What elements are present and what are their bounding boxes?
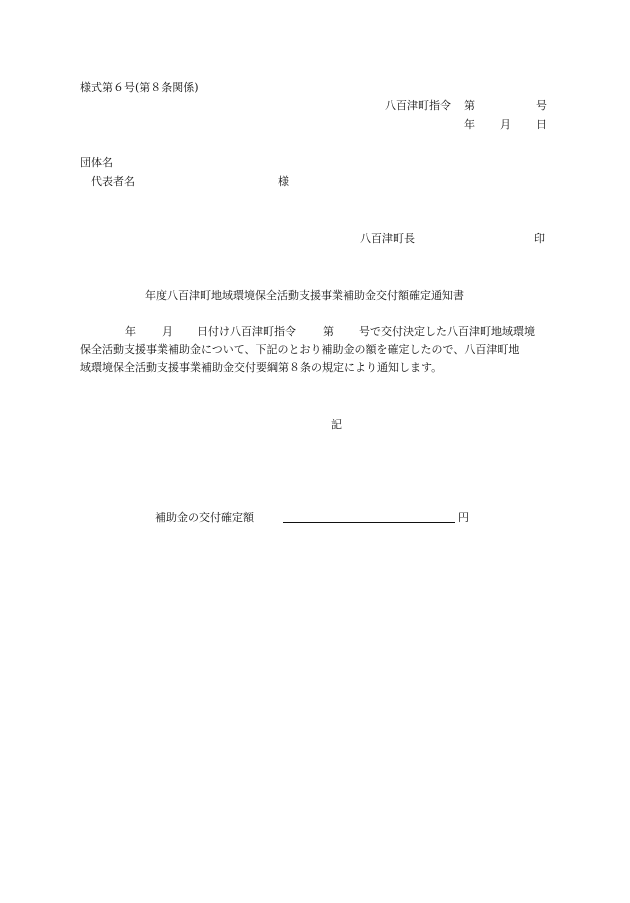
date-day: 日 <box>536 118 547 131</box>
recipient-org-label: 団体名 <box>80 156 113 169</box>
recipient-rep-label: 代表者名 <box>91 175 135 188</box>
body-line1-year: 年 <box>125 325 136 338</box>
ki-heading: 記 <box>331 418 342 431</box>
issuer-org: 八百津町指令 <box>385 99 451 112</box>
amount-label: 補助金の交付確定額 <box>155 511 254 524</box>
date-year: 年 <box>464 118 475 131</box>
recipient-honorific: 様 <box>278 175 289 188</box>
document-title: 年度八百津町地域環境保全活動支援事業補助金交付額確定通知書 <box>145 289 464 302</box>
body-line1-dai: 第 <box>323 325 334 338</box>
amount-blank-line <box>283 522 455 523</box>
form-label: 様式第６号(第８条関係) <box>80 81 199 94</box>
date-month: 月 <box>500 118 511 131</box>
body-line2: 保全活動支援事業補助金について、下記のとおり補助金の額を確定したので、八百津町地 <box>80 343 520 356</box>
body-line1-month: 月 <box>162 325 173 338</box>
body-line3: 域環境保全活動支援事業補助金交付要綱第８条の規定により通知します。 <box>80 361 443 374</box>
issuer-dai: 第 <box>464 99 475 112</box>
sender-seal: 印 <box>534 232 545 245</box>
issuer-go: 号 <box>536 99 547 112</box>
body-line1-end: 号で交付決定した八百津町地域環境 <box>359 325 535 338</box>
amount-unit: 円 <box>458 511 469 524</box>
body-line1-mid: 日付け八百津町指令 <box>197 325 296 338</box>
sender-title: 八百津町長 <box>360 232 415 245</box>
